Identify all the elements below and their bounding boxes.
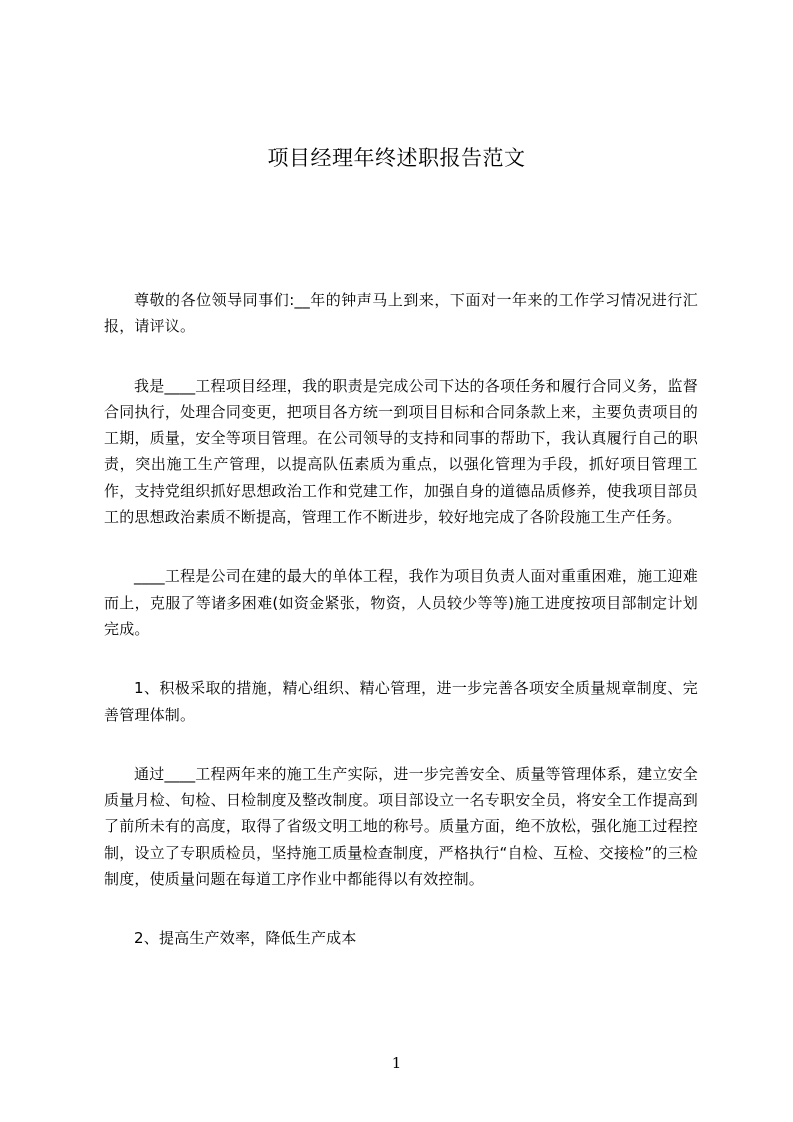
page-number: 1 [391,1054,402,1072]
paragraph-duties: 我是____工程项目经理，我的职责是完成公司下达的各项任务和履行合同义务，监督合同执行，处理合同变更，把项目各方统一到项目目标和合同条款上来，主要负责项目的工期，质量，安全等项目管理。在公司领导的支持和同事的帮助下，我认真履行自己的职责，突出施工生产管理，以提高队伍素质为重点，以强化管理为手段，抓好项目管理工作，支持党组织抓好思想政治工作和党建工作，加强自身的道德品质修养，使我项目部员工的思想政治素质不断提高，管理工作不断进步，较好地完成了各阶段施工生产任务。 [104,376,698,527]
document-body [104,287,698,985]
paragraph-greeting: 尊敬的各位领导同事们:__年的钟声马上到来，下面对一年来的工作学习情况进行汇报，请评议。 [104,291,698,336]
paragraph-section-2-heading: 2、提高生产效率，降低生产成本 [134,929,357,948]
paragraph-project-overview: ____工程是公司在建的最大的单体工程，我作为项目负责人面对重重困难，施工迎难而上，克服了等诸多困难(如资金紧张，物资，人员较少等等)施工进度按项目部制定计划完成。 [104,567,698,638]
paragraph-section-1-heading: 1、积极采取的措施，精心组织、精心管理，进一步完善各项安全质量规章制度、完善管理体制。 [104,679,698,724]
paragraph-safety-quality: 通过____工程两年来的施工生产实际，进一步完善安全、质量等管理体系，建立安全质量月检、旬检、日检制度及整改制度。项目部设立一名专职安全员，将安全工作提高到了前所未有的高度，取得了省级文明工地的称号。质量方面，绝不放松，强化施工过程控制，设立了专职质检员，坚持施工质量检查制度，严格执行“自检、互检、交接检”的三检制度，使质量问题在每道工序作业中都能得以有效控制。 [104,764,698,889]
document-title: 项目经理年终述职报告范文 [267,146,526,170]
